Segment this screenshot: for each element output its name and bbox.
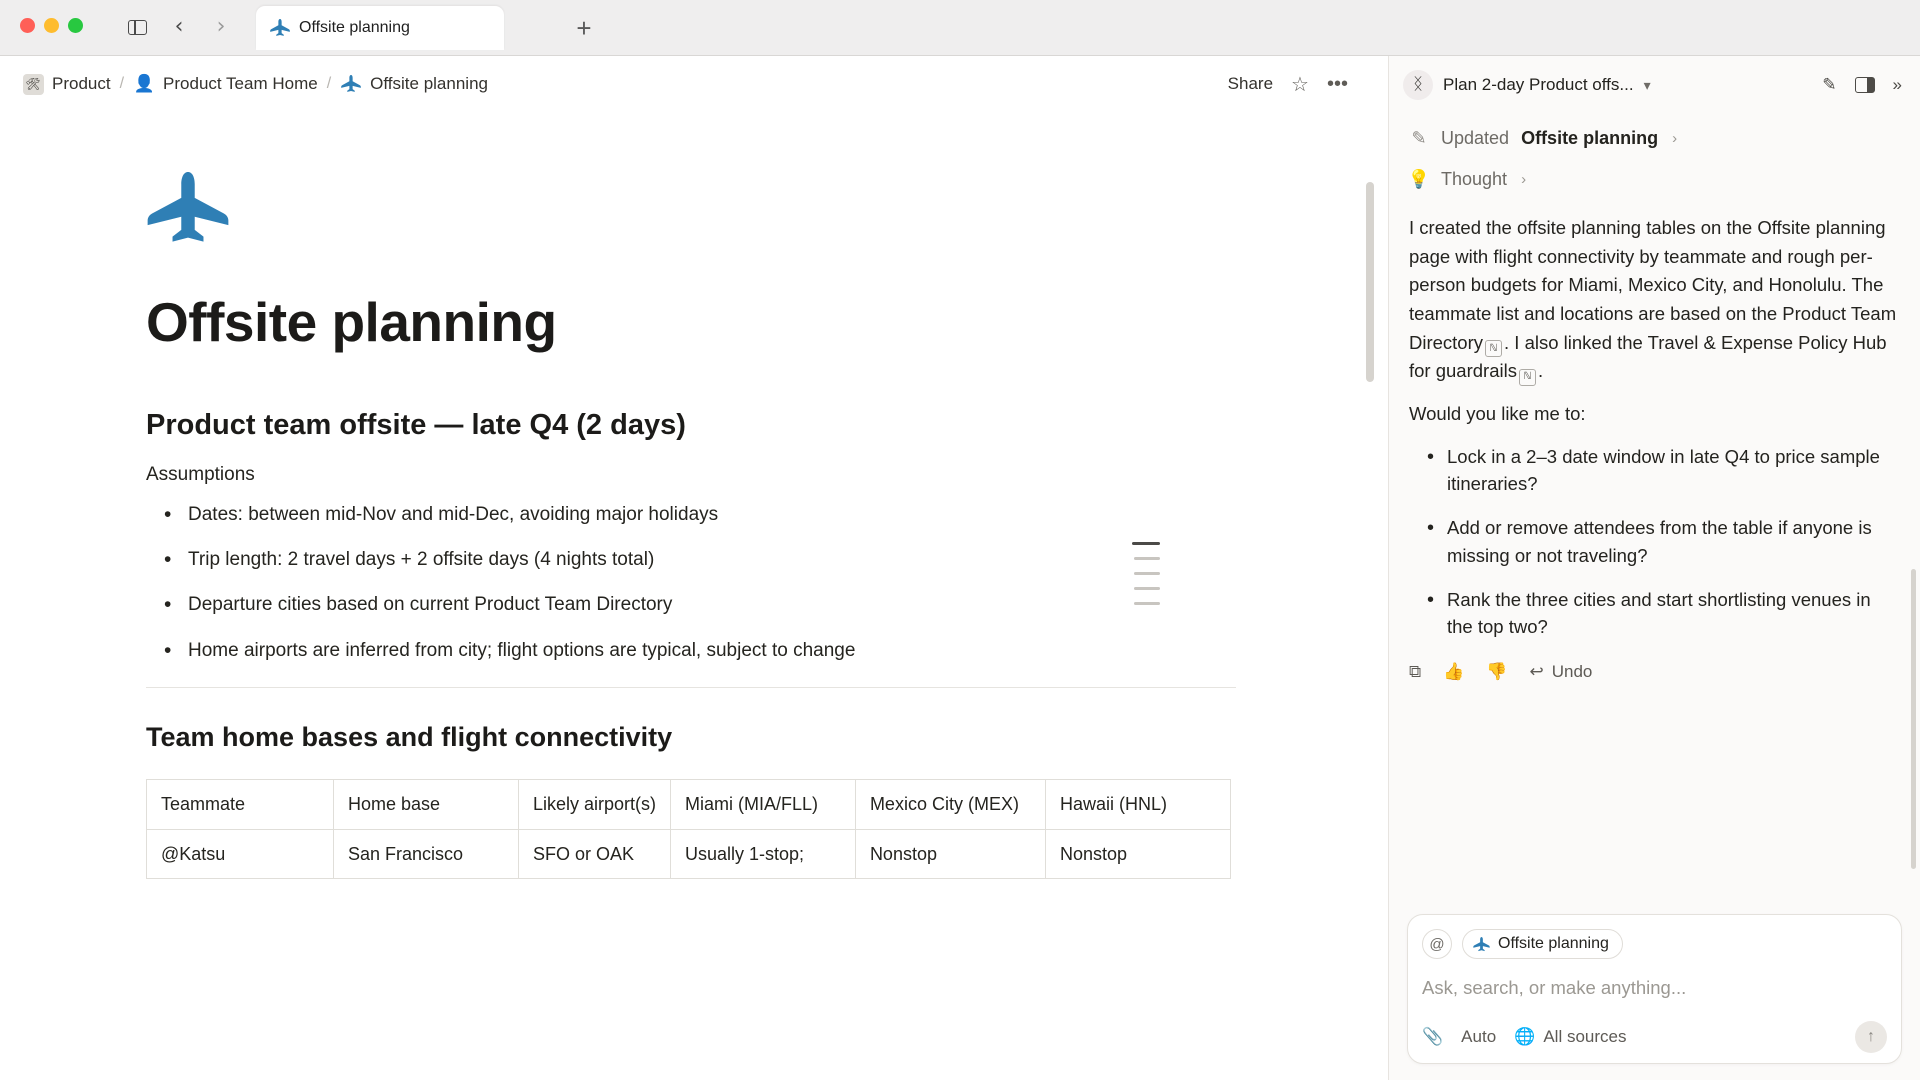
list-item[interactable]: • Trip length: 2 travel days + 2 offsite days (4 nights total): [188, 545, 1100, 574]
person-icon: 👤: [133, 74, 155, 93]
section-heading-flight-connectivity[interactable]: Team home bases and flight connectivity: [146, 722, 673, 753]
assistant-composer: [1407, 914, 1902, 1064]
window-controls[interactable]: [20, 18, 83, 33]
block-handle-marks: [1132, 542, 1160, 605]
airplane-icon: [270, 19, 290, 37]
assistant-avatar-icon: ᛝ: [1403, 70, 1433, 100]
assistant-session-title[interactable]: Plan 2-day Product offs...: [1443, 75, 1634, 94]
column-header[interactable]: Miami (MIA/FLL): [671, 780, 856, 829]
back-button[interactable]: [162, 12, 196, 42]
sidebar-icon: [128, 20, 147, 35]
minimize-window-button[interactable]: [44, 18, 59, 33]
list-item[interactable]: • Home airports are inferred from city; flight options are typical, subject to change: [188, 636, 1100, 665]
table-cell-home-base[interactable]: San Francisco: [334, 829, 519, 878]
scrollbar-thumb[interactable]: [1366, 182, 1374, 382]
pencil-icon: ✎: [1411, 128, 1427, 148]
assistant-panel: [1388, 56, 1920, 1080]
step-prefix: Thought: [1441, 169, 1508, 189]
chevrons-right-icon[interactable]: »: [1892, 75, 1902, 94]
page-reference-icon[interactable]: ℕ: [1485, 340, 1502, 357]
list-item[interactable]: • Add or remove attendees from the table if anyone is missing or not traveling?: [1447, 514, 1900, 570]
browser-tab[interactable]: [256, 6, 504, 50]
assistant-input[interactable]: Ask, search, or make anything...: [1422, 977, 1687, 998]
panel-layout-icon[interactable]: [1855, 77, 1875, 93]
document-topbar: [0, 56, 1388, 112]
message-actions: [1409, 659, 1900, 685]
chevron-left-icon: ‹: [174, 14, 184, 39]
chevron-right-icon: ›: [1521, 171, 1527, 188]
assistant-step-thought[interactable]: [1409, 159, 1900, 200]
column-header[interactable]: Home base: [334, 780, 519, 829]
table-cell-airports[interactable]: SFO or OAK: [518, 829, 670, 878]
chevron-right-icon: ›: [216, 14, 226, 39]
table-cell-hawaii[interactable]: Nonstop: [1046, 829, 1231, 878]
table-row: [147, 829, 1231, 878]
airplane-icon: [146, 172, 230, 246]
hammer-icon: 🛠: [22, 73, 44, 95]
airplane-icon: [340, 73, 362, 95]
main-region: [0, 56, 1920, 1080]
star-icon[interactable]: ☆: [1291, 73, 1309, 96]
breadcrumb-label: Offsite planning: [370, 74, 488, 93]
at-mention-icon[interactable]: @: [1422, 929, 1452, 959]
breadcrumb-item-team-home[interactable]: [133, 73, 318, 95]
mode-label: Auto: [1461, 1027, 1497, 1046]
list-item[interactable]: • Rank the three cities and start shortlisting venues in the top two?: [1447, 586, 1900, 642]
assistant-message: [1409, 214, 1900, 686]
ellipsis-icon[interactable]: •••: [1326, 72, 1348, 95]
list-item[interactable]: • Dates: between mid-Nov and mid-Dec, avoiding major holidays: [188, 500, 1100, 529]
table-header-row: [147, 780, 1231, 829]
assistant-suggestions: [1409, 443, 1900, 642]
thumbs-down-icon[interactable]: 👎: [1486, 662, 1508, 682]
thumbs-up-icon[interactable]: 👍: [1443, 662, 1465, 682]
breadcrumb-item-offsite[interactable]: [340, 73, 488, 95]
flight-connectivity-table: [146, 779, 1231, 879]
maximize-window-button[interactable]: [68, 18, 83, 33]
context-chip-offsite-planning[interactable]: [1462, 929, 1623, 959]
chrome-toolbar: [120, 12, 238, 42]
assistant-scrollbar[interactable]: [1911, 569, 1916, 900]
composer-context-chips: [1422, 929, 1887, 959]
send-button[interactable]: ↑: [1855, 1021, 1887, 1053]
breadcrumb-item-product[interactable]: [22, 73, 111, 95]
page-title[interactable]: Offsite planning: [146, 291, 557, 353]
tab-title: Offsite planning: [299, 19, 410, 36]
document-scrollbar[interactable]: [1366, 182, 1374, 942]
compose-icon[interactable]: ✎: [1822, 75, 1837, 94]
context-chip-label: Offsite planning: [1498, 935, 1609, 952]
assistant-header-actions: [1822, 75, 1902, 95]
page-reference-icon[interactable]: ℕ: [1519, 369, 1536, 386]
breadcrumb-separator: /: [326, 75, 332, 92]
copy-icon[interactable]: ⧉: [1409, 662, 1422, 682]
new-tab-button[interactable]: +: [576, 12, 592, 43]
breadcrumb-label: Product Team Home: [163, 74, 318, 93]
undo-button[interactable]: [1529, 659, 1592, 685]
document-content: [0, 112, 1168, 879]
browser-chrome: [0, 0, 1920, 56]
assistant-conversation: [1389, 114, 1920, 900]
paperclip-icon[interactable]: 📎: [1422, 1027, 1444, 1046]
chevron-down-icon[interactable]: ▾: [1643, 76, 1651, 93]
assistant-header: [1389, 56, 1920, 114]
step-target: Offsite planning: [1521, 128, 1659, 148]
assistant-message-text-b: . I also linked the Travel & Expense Policy Hub for guardrails: [1409, 331, 1887, 382]
section-divider: [146, 687, 1236, 688]
airplane-icon: [1473, 937, 1490, 952]
breadcrumb: [22, 73, 488, 95]
breadcrumb-separator: /: [119, 75, 125, 92]
assumptions-label[interactable]: Assumptions: [146, 463, 255, 485]
column-header[interactable]: Hawaii (HNL): [1046, 780, 1231, 829]
document-pane: [0, 56, 1388, 1080]
globe-icon: 🌐: [1514, 1027, 1536, 1046]
forward-button[interactable]: [204, 12, 238, 42]
chevron-right-icon: ›: [1672, 130, 1678, 147]
list-item[interactable]: • Lock in a 2–3 date window in late Q4 to price sample itineraries?: [1447, 443, 1900, 499]
composer-toolbar: [1422, 1021, 1887, 1053]
assistant-message-paragraph: [1409, 214, 1900, 386]
close-window-button[interactable]: [20, 18, 35, 33]
document-scroll-area: [0, 112, 1388, 1080]
sources-selector[interactable]: [1514, 1027, 1626, 1047]
assistant-message-text-c: .: [1537, 360, 1544, 382]
breadcrumb-label: Product: [52, 74, 111, 93]
sources-label: All sources: [1543, 1027, 1627, 1046]
list-item[interactable]: • Departure cities based on current Product Team Directory: [188, 590, 1100, 619]
scrollbar-thumb[interactable]: [1911, 569, 1916, 869]
assumptions-list: [146, 500, 1100, 666]
assistant-step-updated[interactable]: [1409, 118, 1900, 159]
table-cell-teammate[interactable]: @Katsu: [147, 829, 334, 878]
undo-label: Undo: [1551, 662, 1593, 682]
mode-selector[interactable]: [1461, 1027, 1496, 1047]
page-icon[interactable]: [146, 172, 1100, 246]
table-cell-miami[interactable]: Usually 1-stop;: [671, 829, 856, 878]
table-cell-mexico-city[interactable]: Nonstop: [855, 829, 1045, 878]
column-header[interactable]: Teammate: [147, 780, 334, 829]
column-header[interactable]: Likely airport(s): [518, 780, 670, 829]
undo-arrow-icon: ↩: [1529, 662, 1544, 682]
section-heading-offsite[interactable]: Product team offsite — late Q4 (2 days): [146, 408, 686, 441]
sidebar-toggle-button[interactable]: [120, 12, 154, 42]
step-prefix: Updated: [1441, 128, 1510, 148]
lightbulb-icon: 💡: [1407, 169, 1431, 189]
assistant-message-text-a: I created the offsite planning tables on the Offsite planning page with flight connectivity by teammate and rough per-person budgets for Miami, Mexico City, and Honolulu. The teammate list and locations are based on the Product Team Directory: [1409, 217, 1897, 353]
column-header[interactable]: Mexico City (MEX): [855, 780, 1045, 829]
document-topbar-actions: [1228, 72, 1366, 97]
assistant-followup-prompt: Would you like me to:: [1409, 403, 1586, 425]
share-button[interactable]: Share: [1227, 74, 1274, 93]
